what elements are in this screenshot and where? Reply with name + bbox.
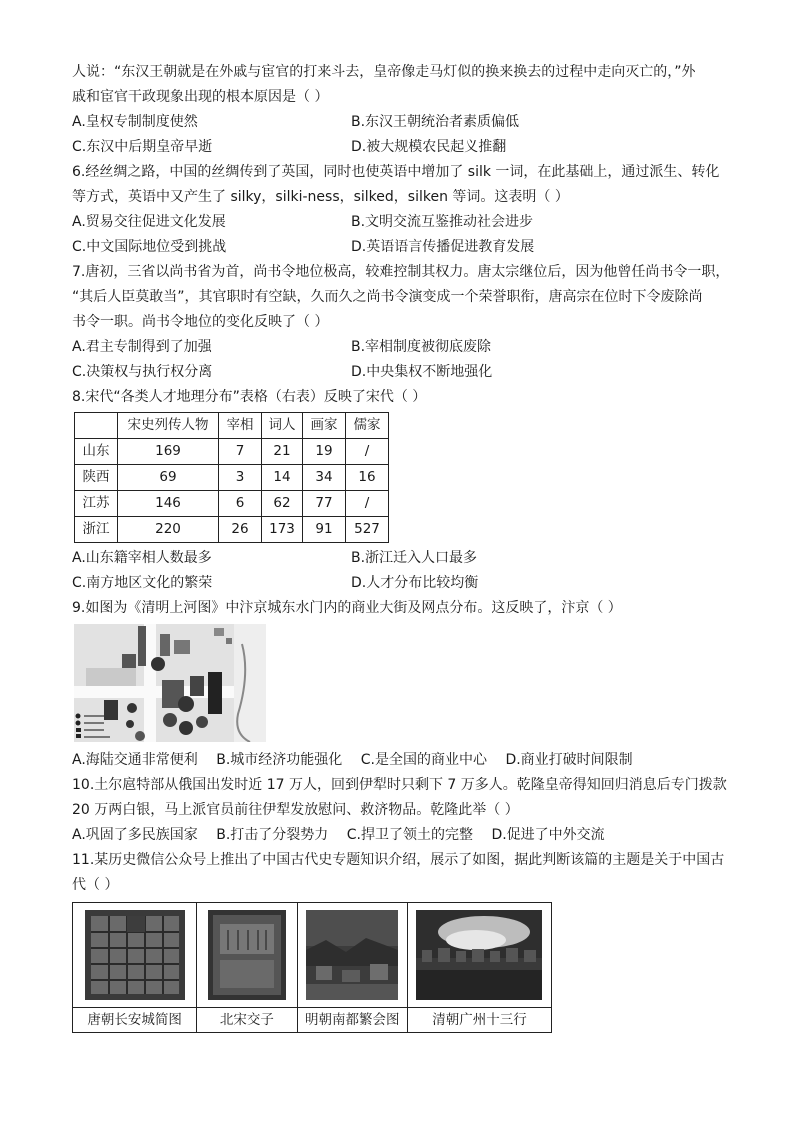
table-cell: 3 [219, 465, 262, 491]
table-cell: / [346, 439, 389, 465]
q5-option-a[interactable]: A.皇权专制制度使然 [72, 114, 198, 130]
q7-stem-line1: 7.唐初，三省以尚书省为首，尚书令地位极高，较难控制其权力。唐太宗继位后，因为他曾任尚书令一职， [72, 264, 730, 280]
street-map-figure [74, 624, 266, 742]
q7-stem-line3: 书令一职。尚书令地位的变化反映了（ ） [72, 314, 329, 330]
q7-options-row1 [72, 335, 722, 360]
q5-option-c[interactable]: C.东汉中后期皇帝早逝 [72, 139, 213, 155]
table-cell: 527 [346, 517, 389, 543]
table-cell: 62 [262, 491, 303, 517]
table-cell: 16 [346, 465, 389, 491]
exam-page [72, 60, 730, 1033]
q7-options-row2 [72, 360, 722, 385]
table-cell: 220 [118, 517, 219, 543]
q8-options-row1 [72, 546, 722, 571]
q7-stem-line2: “其后人臣莫敢当”，其官职时有空缺，久而久之尚书令演变成一个荣誉职衔，唐高宗在位时下令废除尚 [72, 289, 703, 305]
jiaozi-picture [208, 910, 286, 1000]
figure-nandu-painting [298, 903, 408, 1032]
q9-option-a[interactable]: A.海陆交通非常便利 [72, 752, 198, 768]
table-header-row [75, 413, 389, 439]
table-cell: 91 [303, 517, 346, 543]
changan-map-image [73, 903, 196, 1008]
q8-stem: 8.宋代“各类人才地理分布”表格（右表）反映了宋代（ ） [72, 389, 427, 405]
q5-stem-line2: 戚和宦官干政现象出现的根本原因是（ ） [72, 89, 329, 105]
q9-stem: 9.如图为《清明上河图》中汴京城东水门内的商业大街及网点分布。这反映了，汴京（ ） [72, 600, 622, 616]
caption-nandu-painting: 明朝南都繁会图 [305, 1012, 400, 1028]
q6-stem-line2: 等方式，英语中又产生了 silky，silki-ness，silked，silken 等词。这表明（ ） [72, 189, 569, 205]
q8-option-c[interactable]: C.南方地区文化的繁荣 [72, 575, 213, 591]
table-cell: 34 [303, 465, 346, 491]
q9-option-b[interactable]: B.城市经济功能强化 [216, 752, 343, 768]
q9-option-c[interactable]: C.是全国的商业中心 [360, 752, 487, 768]
q10-option-d[interactable]: D.促进了中外交流 [491, 827, 605, 843]
q6-option-d[interactable]: D.英语语言传播促进教育发展 [351, 239, 535, 255]
q11-stem-line2: 代（ ） [72, 877, 119, 893]
figure-jiaozi [197, 903, 297, 1032]
q8-options-row2 [72, 571, 722, 596]
q6-option-c[interactable]: C.中文国际地位受到挑战 [72, 239, 227, 255]
q7-option-c[interactable]: C.决策权与执行权分离 [72, 364, 213, 380]
q9-options [72, 748, 722, 773]
q5-options-row1 [72, 110, 722, 135]
q5-options-row2 [72, 135, 722, 160]
table-cell: 陕西 [75, 465, 118, 491]
table-cell: 26 [219, 517, 262, 543]
table-cell: 19 [303, 439, 346, 465]
q8-option-d[interactable]: D.人才分布比较均衡 [351, 575, 479, 591]
q10-option-b[interactable]: B.打击了分裂势力 [216, 827, 329, 843]
table-row [75, 491, 389, 517]
table-header-cell: 儒家 [346, 413, 389, 439]
q7-option-d[interactable]: D.中央集权不断地强化 [351, 364, 493, 380]
q8-option-a[interactable]: A.山东籍宰相人数最多 [72, 550, 212, 566]
thirteen-hongs-image [408, 903, 551, 1008]
table-header-cell [75, 413, 118, 439]
table-row [75, 465, 389, 491]
q7-option-a[interactable]: A.君主专制得到了加强 [72, 339, 212, 355]
table-header-cell: 词人 [262, 413, 303, 439]
table-cell: / [346, 491, 389, 517]
q9-option-d[interactable]: D.商业打破时间限制 [505, 752, 633, 768]
thirteen-hongs-picture [416, 910, 542, 1000]
table-header-cell: 宋史列传人物 [118, 413, 219, 439]
figure-thirteen-hongs [408, 903, 551, 1032]
q8-option-b[interactable]: B.浙江迁入人口最多 [351, 550, 478, 566]
q11-figure-strip [72, 902, 552, 1033]
q10-stem-line2: 20 万两白银，马上派官员前往伊犁发放慰问、救济物品。乾隆此举（ ） [72, 802, 519, 818]
q10-stem-line1: 10.土尔扈特部从俄国出发时近 17 万人，回到伊犁时只剩下 7 万多人。乾隆皇帝得知回归消息后专门拨款 [72, 777, 727, 793]
q6-stem-line1: 6.经丝绸之路，中国的丝绸传到了英国，同时也使英语中增加了 silk 一词，在此基础上，通过派生、转化 [72, 164, 720, 180]
q5-option-d[interactable]: D.被大规模农民起义推翻 [351, 139, 507, 155]
table-row [75, 517, 389, 543]
nandu-painting-picture [306, 910, 398, 1000]
q10-option-c[interactable]: C.捍卫了领土的完整 [346, 827, 473, 843]
table-cell: 14 [262, 465, 303, 491]
q5-option-b[interactable]: B.东汉王朝统治者素质偏低 [351, 114, 520, 130]
table-cell: 77 [303, 491, 346, 517]
figure-changan-map [73, 903, 197, 1032]
q7-option-b[interactable]: B.宰相制度被彻底废除 [351, 339, 492, 355]
bianjing-street-map-image [74, 624, 266, 742]
table-cell: 173 [262, 517, 303, 543]
table-header-cell: 画家 [303, 413, 346, 439]
talent-distribution-table [74, 412, 389, 543]
table-row [75, 439, 389, 465]
q5-stem-line1: 人说：“东汉王朝就是在外戚与宦官的打来斗去，皇帝像走马灯似的换来换去的过程中走向灭亡的，”外 [72, 64, 696, 80]
q6-options-row2 [72, 235, 722, 260]
q6-options-row1 [72, 210, 722, 235]
changan-map-picture [85, 910, 185, 1000]
table-cell: 69 [118, 465, 219, 491]
table-cell: 7 [219, 439, 262, 465]
caption-jiaozi: 北宋交子 [219, 1012, 274, 1028]
table-cell: 146 [118, 491, 219, 517]
q10-options [72, 823, 722, 848]
q10-option-a[interactable]: A.巩固了多民族国家 [72, 827, 198, 843]
table-cell: 浙江 [75, 517, 118, 543]
q6-option-a[interactable]: A.贸易交往促进文化发展 [72, 214, 226, 230]
table-header-cell: 宰相 [219, 413, 262, 439]
table-cell: 6 [219, 491, 262, 517]
caption-changan-map: 唐朝长安城简图 [87, 1012, 182, 1028]
q11-stem-line1: 11.某历史微信公众号上推出了中国古代史专题知识介绍，展示了如图，据此判断该篇的主题是关于中国古 [72, 852, 725, 868]
table-cell: 169 [118, 439, 219, 465]
table-cell: 江苏 [75, 491, 118, 517]
table-cell: 山东 [75, 439, 118, 465]
nandu-painting-image [298, 903, 407, 1008]
jiaozi-image [197, 903, 296, 1008]
caption-thirteen-hongs: 清朝广州十三行 [432, 1012, 527, 1028]
table-cell: 21 [262, 439, 303, 465]
q6-option-b[interactable]: B.文明交流互鉴推动社会进步 [351, 214, 534, 230]
